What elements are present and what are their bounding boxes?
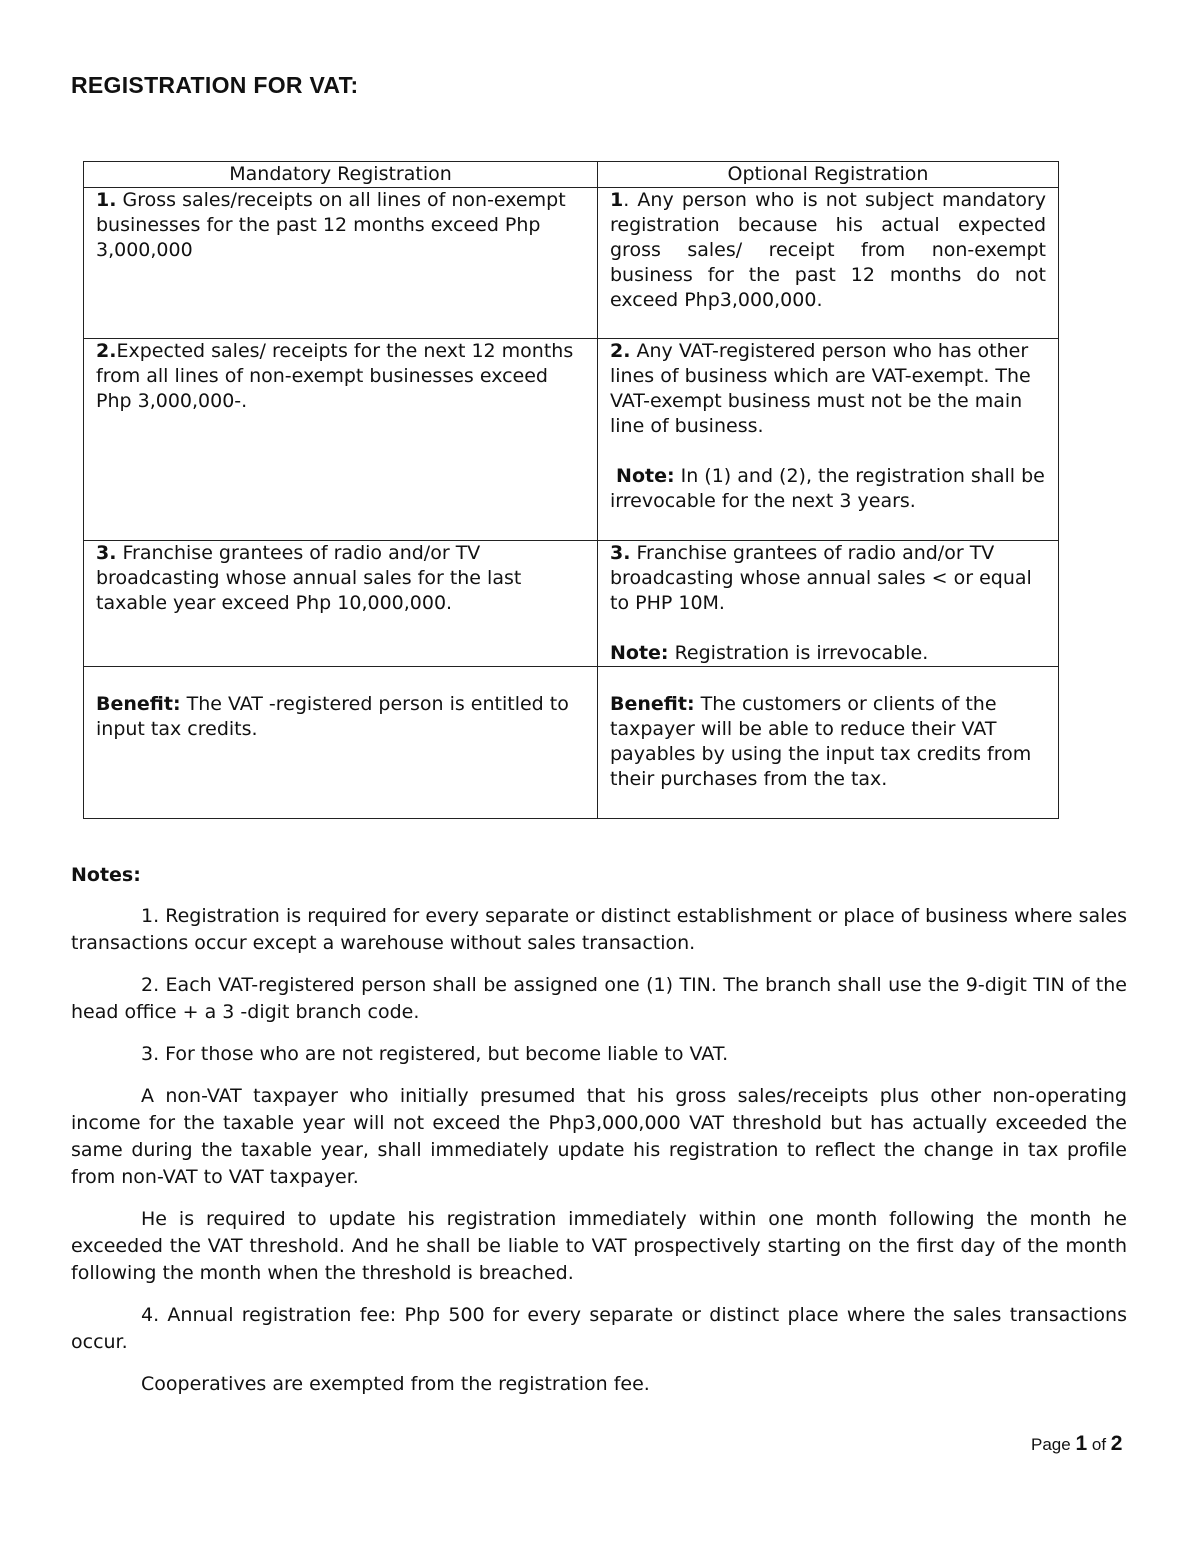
item-number: 1	[610, 189, 624, 211]
optional-cell	[598, 339, 1059, 541]
page-word: Page	[1031, 1435, 1071, 1454]
item-number: 2.	[610, 340, 631, 362]
benefit-text: The customers or clients of the taxpayer will be able to reduce their VAT payables by using the input tax credits from their purchases from the tax.	[610, 693, 1032, 790]
page-number	[1031, 1432, 1122, 1456]
table-row	[84, 667, 1059, 819]
note-label: Note:	[610, 642, 669, 664]
note-paragraph: 3. For those who are not registered, but become liable to VAT.	[141, 1043, 729, 1065]
total-pages: 2	[1110, 1432, 1123, 1455]
table-row	[84, 188, 1059, 339]
notes-heading: Notes:	[71, 864, 141, 886]
item-number: 1.	[96, 189, 117, 211]
item-text: . Any person who is not subject mandatory registration because his actual expected gross sales/ receipt from non-exempt business for the past 12 months do not exceed Php3,000,000.	[610, 189, 1046, 311]
item-text: Any VAT-registered person who has other lines of business which are VAT-exempt. The VAT-exempt business must not be the main line of business.	[610, 340, 1031, 437]
header-mandatory: Mandatory Registration	[84, 162, 598, 188]
note-text: Registration is irrevocable.	[668, 642, 929, 664]
of-word: of	[1091, 1435, 1107, 1454]
optional-cell	[598, 541, 1059, 667]
table-row	[84, 541, 1059, 667]
note-label: Note:	[616, 465, 675, 487]
document-title: REGISTRATION FOR VAT:	[71, 72, 359, 98]
note-paragraph: He is required to update his registration immediately within one month following the month he exceeded the VAT threshold. And he shall be liable to VAT prospectively starting on the first day of the month following the month when the threshold is breached.	[71, 1208, 1127, 1284]
mandatory-cell	[84, 188, 598, 339]
item-number: 3.	[96, 542, 117, 564]
mandatory-cell	[84, 541, 598, 667]
registration-table	[83, 161, 1059, 819]
item-text: Franchise grantees of radio and/or TV broadcasting whose annual sales for the last taxable year exceed Php 10,000,000.	[96, 542, 522, 614]
current-page: 1	[1075, 1432, 1088, 1455]
note-paragraph: Cooperatives are exempted from the registration fee.	[141, 1373, 650, 1395]
optional-cell	[598, 667, 1059, 819]
note-paragraph: 2. Each VAT-registered person shall be assigned one (1) TIN. The branch shall use the 9-digit TIN of the head office + a 3 -digit branch code.	[71, 974, 1127, 1023]
item-text: Gross sales/receipts on all lines of non-exempt businesses for the past 12 months exceed Php 3,000,000	[96, 189, 566, 261]
benefit-text: The VAT -registered person is entitled to input tax credits.	[96, 693, 569, 740]
note-paragraph: 1. Registration is required for every separate or distinct establishment or place of business where sales transactions occur except a warehouse without sales transaction.	[71, 905, 1127, 954]
mandatory-cell	[84, 667, 598, 819]
note-paragraph: A non-VAT taxpayer who initially presumed that his gross sales/receipts plus other non-operating income for the taxable year will not exceed the Php3,000,000 VAT threshold but has actually exceeded the same during the taxable year, shall immediately update his registration to reflect the change in tax profile from non-VAT to VAT taxpayer.	[71, 1085, 1127, 1188]
note-text: In (1) and (2), the registration shall be irrevocable for the next 3 years.	[610, 465, 1045, 512]
item-number: 2.	[96, 340, 117, 362]
item-text: Franchise grantees of radio and/or TV broadcasting whose annual sales < or equal to PHP 10M.	[610, 542, 1032, 614]
notes-section	[71, 862, 1127, 1413]
mandatory-cell	[84, 339, 598, 541]
item-text: Expected sales/ receipts for the next 12 months from all lines of non-exempt businesses exceed Php 3,000,000-.	[96, 340, 574, 412]
note-paragraph: 4. Annual registration fee: Php 500 for every separate or distinct place where the sales transactions occur.	[71, 1304, 1127, 1353]
benefit-label: Benefit:	[610, 693, 695, 715]
table-row	[84, 339, 1059, 541]
item-number: 3.	[610, 542, 631, 564]
header-optional: Optional Registration	[598, 162, 1059, 188]
table-header-row	[84, 162, 1059, 188]
benefit-label: Benefit:	[96, 693, 181, 715]
optional-cell	[598, 188, 1059, 339]
